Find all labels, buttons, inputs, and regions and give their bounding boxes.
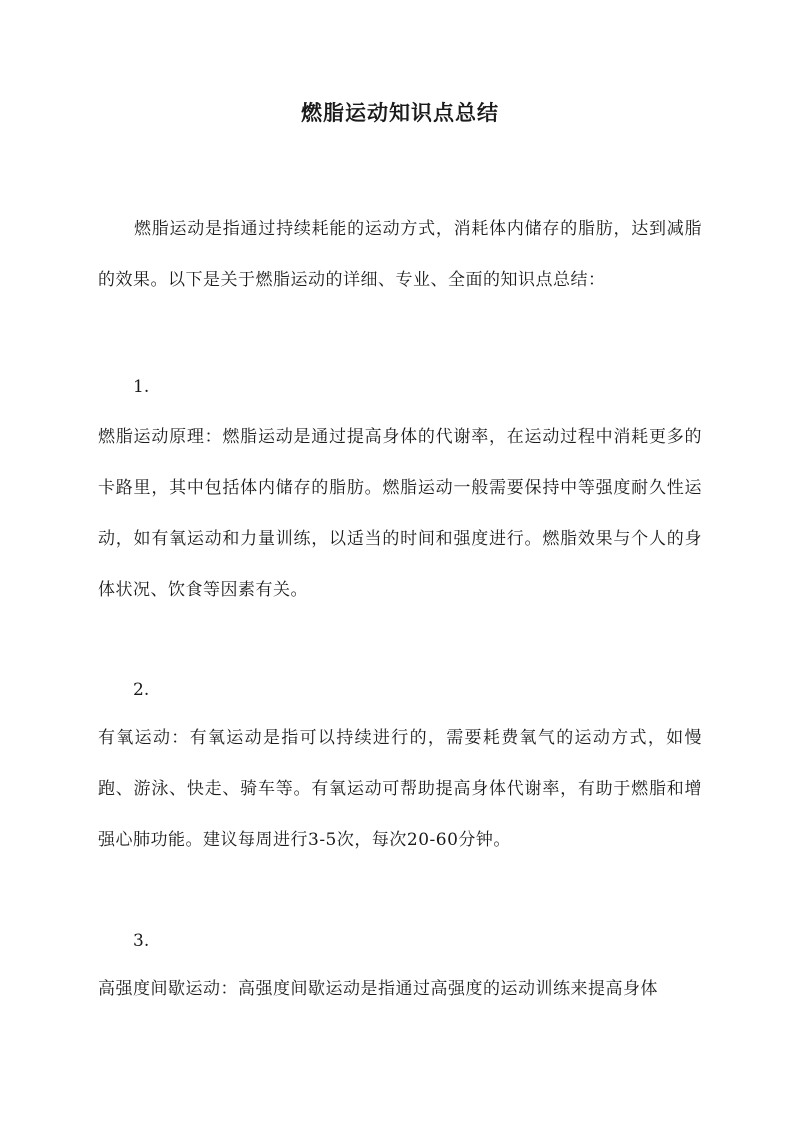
document-title: 燃脂运动知识点总结 — [301, 100, 499, 125]
section-3-text: 高强度间歇运动：高强度间歇运动是指通过高强度的运动训练来提高身体 — [98, 979, 658, 999]
section-2-number: 2. — [133, 680, 150, 700]
section-1-text: 燃脂运动原理：燃脂运动是通过提高身体的代谢率，在运动过程中消耗更多的卡路里，其中包括体内储存的脂肪。燃脂运动一般需要保持中等强度耐久性运动，如有氧运动和力量训练，以适当的时间和强度进行。燃脂效果与个人的身体状况、饮食等因素有关。 — [98, 427, 702, 600]
section-2-text: 有氧运动：有氧运动是指可以持续进行的，需要耗费氧气的运动方式，如慢跑、游泳、快走、骑车等。有氧运动可帮助提高身体代谢率，有助于燃脂和增强心肺功能。建议每周进行3-5次，每次20-60分钟。 — [98, 728, 702, 850]
section-3-number: 3. — [133, 931, 150, 951]
section-1-number: 1. — [133, 377, 150, 397]
intro-paragraph: 燃脂运动是指通过持续耗能的运动方式，消耗体内储存的脂肪，达到减脂的效果。以下是关于燃脂运动的详细、专业、全面的知识点总结： — [98, 219, 702, 290]
